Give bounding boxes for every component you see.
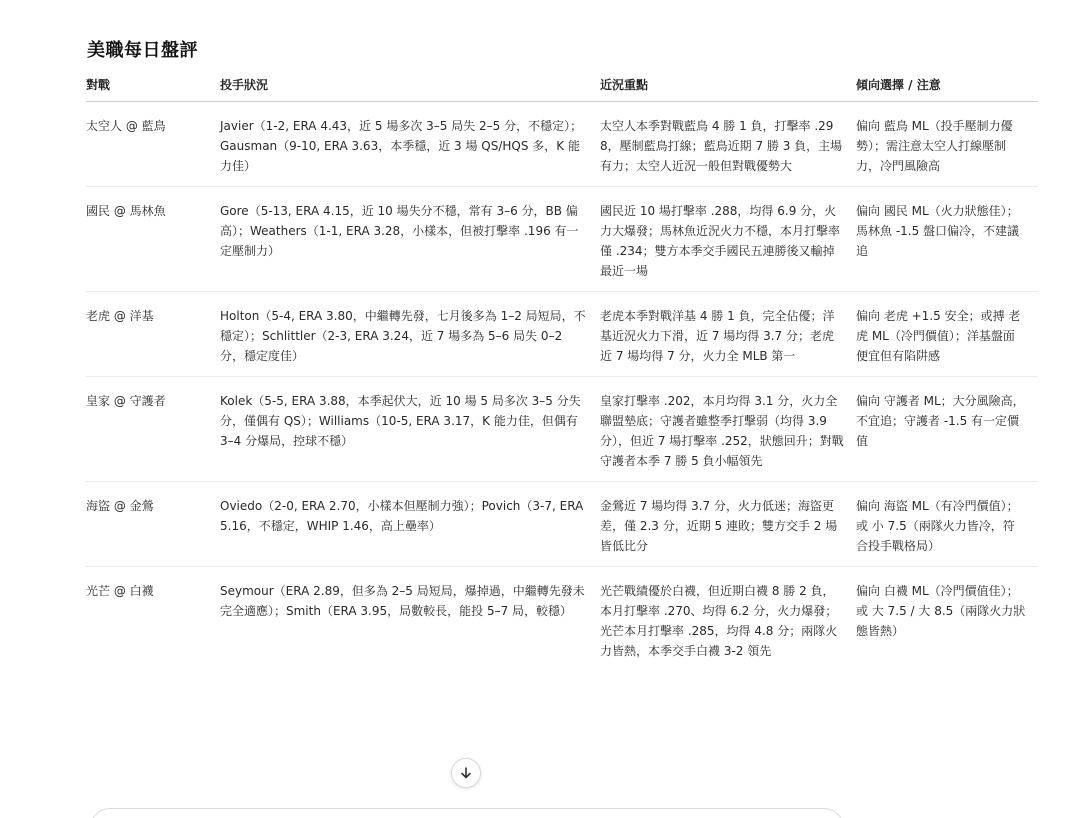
cell-matchup: 皇家 @ 守護者 <box>86 377 220 482</box>
scroll-down-button[interactable] <box>451 758 481 788</box>
header-matchup: 對戰 <box>86 68 220 102</box>
table-header-row <box>86 68 1038 102</box>
message-input-bar[interactable] <box>90 808 844 818</box>
cell-pick: 偏向 守護者 ML；大分風險高，不宜追；守護者 -1.5 有一定價值 <box>856 377 1038 482</box>
cell-pick: 偏向 白襪 ML（冷門價值佳）；或 大 7.5 / 大 8.5（兩隊火力狀態皆熱） <box>856 584 1026 638</box>
table-row <box>86 102 1038 187</box>
table-row <box>86 187 1038 292</box>
cell-pick: 偏向 國民 ML（火力狀態佳）；馬林魚 -1.5 盤口偏冷，不建議追 <box>856 187 1038 292</box>
cell-pitchers: Holton（5-4, ERA 3.80，中繼轉先發，七月後多為 1–2 局短局，不穩定）；Schlittler（2-3, ERA 3.24，近 7 場多為 5–6 局失 0–2 分，穩定度佳） <box>220 292 600 377</box>
cell-matchup: 老虎 @ 洋基 <box>86 292 220 377</box>
cell-recent: 金鶯近 7 場均得 3.7 分，火力低迷；海盜更差，僅 2.3 分，近期 5 連敗；雙方交手 2 場皆低比分 <box>600 482 856 567</box>
cell-pitchers: Seymour（ERA 2.89，但多為 2–5 局短局，爆掉過，中繼轉先發未完全適應）；Smith（ERA 3.95，局數較長，能投 5–7 局，較穩） <box>220 584 585 618</box>
page-title: 美職每日盤評 <box>87 40 198 61</box>
cell-pitchers: Kolek（5-5, ERA 3.88，本季起伏大，近 10 場 5 局多次 3–5 分失分，僅偶有 QS）；Williams（10-5, ERA 3.17，K 能力佳，但偶有 3–4 分爆局，控球不穩） <box>220 377 600 482</box>
cell-matchup: 海盜 @ 金鶯 <box>86 482 220 567</box>
cell-pitchers: Oviedo（2-0, ERA 2.70，小樣本但壓制力強）；Povich（3-7, ERA 5.16，不穩定，WHIP 1.46，高上壘率） <box>220 482 600 567</box>
cell-matchup: 太空人 @ 藍鳥 <box>86 102 220 187</box>
table-header <box>86 68 1038 102</box>
cell-matchup: 光芒 @ 白襪 <box>86 584 154 598</box>
cell-pick: 偏向 藍鳥 ML（投手壓制力優勢）；需注意太空人打線壓制力，冷門風險高 <box>856 102 1038 187</box>
header-pick: 傾向選擇 / 注意 <box>856 68 1038 102</box>
header-pitchers: 投手狀況 <box>220 68 600 102</box>
cell-pitchers: Javier（1-2, ERA 4.43，近 5 場多次 3–5 局失 2–5 分，不穩定）；Gausman（9-10, ERA 3.63，本季穩，近 3 場 QS/HQS 多，K 能力佳） <box>220 102 600 187</box>
cell-recent: 光芒戰績優於白襪，但近期白襪 8 勝 2 負，本月打擊率 .270、均得 6.2 分，火力爆發；光芒本月打擊率 .285，均得 4.8 分；兩隊火力皆熱，本季交手白襪 3-2 領先 <box>600 584 838 658</box>
cell-recent: 太空人本季對戰藍鳥 4 勝 1 負，打擊率 .298，壓制藍鳥打線；藍鳥近期 7 勝 3 負，主場有力；太空人近況一般但對戰優勢大 <box>600 102 856 187</box>
table-row <box>86 377 1038 482</box>
cell-pick: 偏向 老虎 +1.5 安全；或搏 老虎 ML（冷門價值）；洋基盤面便宜但有陷阱感 <box>856 292 1038 377</box>
header-recent: 近況重點 <box>600 68 856 102</box>
arrow-down-icon <box>459 766 473 780</box>
table-row <box>86 292 1038 377</box>
cell-matchup: 國民 @ 馬林魚 <box>86 187 220 292</box>
picks-table <box>86 68 1038 671</box>
table-body <box>86 102 1038 672</box>
cell-recent: 老虎本季對戰洋基 4 勝 1 負，完全佔優；洋基近況火力下滑，近 7 場均得 3.7 分；老虎近 7 場均得 7 分，火力全 MLB 第一 <box>600 292 856 377</box>
table-row <box>86 567 1038 672</box>
cell-recent: 國民近 10 場打擊率 .288，均得 6.9 分，火力大爆發；馬林魚近況火力不穩，本月打擊率僅 .234；雙方本季交手國民五連勝後又輸掉最近一場 <box>600 187 856 292</box>
cell-pick: 偏向 海盜 ML（有冷門價值）；或 小 7.5（兩隊火力皆冷，符合投手戰格局） <box>856 482 1038 567</box>
cell-recent: 皇家打擊率 .202，本月均得 3.1 分，火力全聯盟墊底；守護者雖整季打擊弱（均得 3.9 分），但近 7 場打擊率 .252，狀態回升；對戰守護者本季 7 勝 5 負小幅領先 <box>600 377 856 482</box>
table-row <box>86 482 1038 567</box>
cell-pitchers: Gore（5-13, ERA 4.15，近 10 場失分不穩，常有 3–6 分，BB 偏高）；Weathers（1-1, ERA 3.28，小樣本，但被打擊率 .196 有一定壓制力） <box>220 187 600 292</box>
